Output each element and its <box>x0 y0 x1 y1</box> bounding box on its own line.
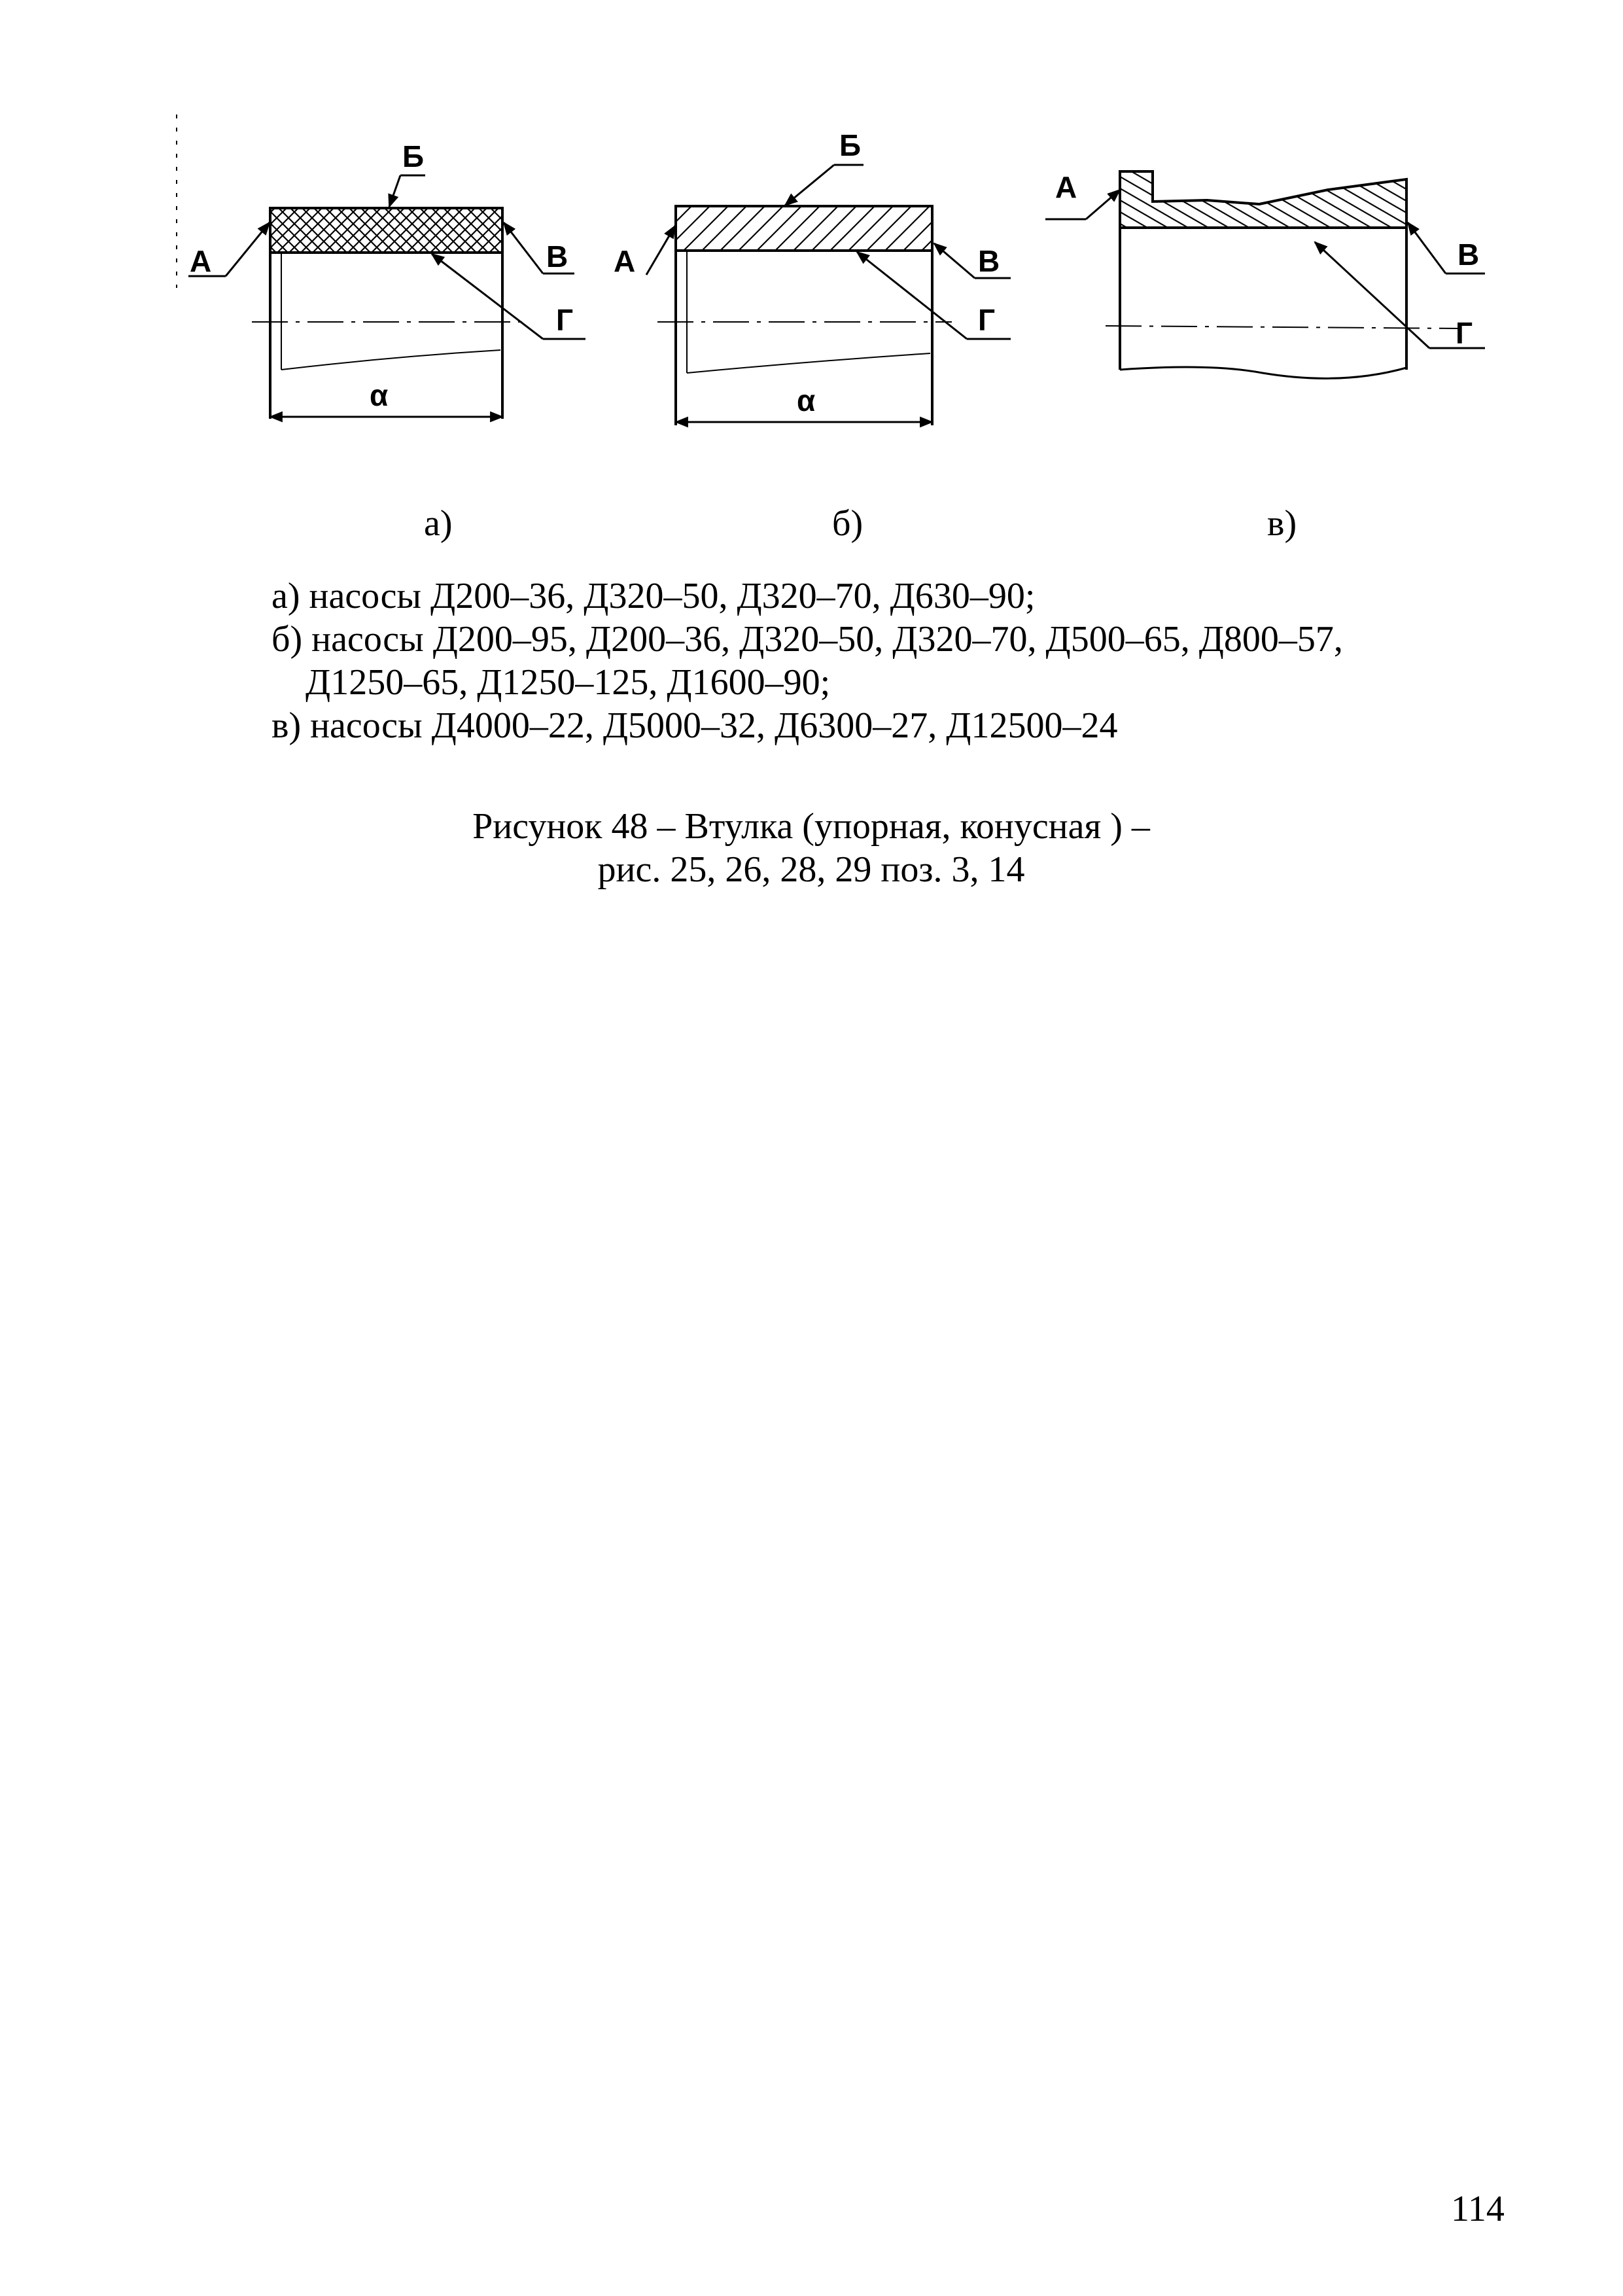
figure-a <box>177 115 585 419</box>
figure-caption-reference: рис. 25, 26, 28, 29 поз. 3, 14 <box>597 849 1025 890</box>
leader <box>646 226 675 275</box>
caption-line-b-continued: Д1250–65, Д1250–125, Д1600–90; <box>305 662 831 703</box>
figure-caption <box>262 805 1361 891</box>
leader <box>934 243 975 278</box>
label-a: А <box>190 244 212 278</box>
leader <box>504 222 543 274</box>
label-a: А <box>1055 170 1077 204</box>
figure-b <box>614 128 1011 425</box>
label-v: В <box>978 244 1000 278</box>
page-number: 114 <box>1451 2189 1505 2229</box>
leader <box>389 175 400 207</box>
figure-caption-title: Рисунок 48 – Втулка (упорная, конусная ) – <box>472 806 1150 847</box>
leader <box>432 254 543 339</box>
break-line <box>1120 367 1406 378</box>
leader <box>1315 242 1429 348</box>
leader <box>785 165 834 205</box>
dimension-label: α <box>370 378 389 412</box>
label-g: Г <box>556 303 574 337</box>
subfigure-label-v: в) <box>1267 503 1297 544</box>
label-v: В <box>1457 238 1480 272</box>
subfigure-label-a: а) <box>424 503 453 544</box>
pump-list <box>271 574 1462 747</box>
leader <box>226 222 270 276</box>
break-line <box>281 350 500 370</box>
hatched-section <box>676 206 932 251</box>
label-v: В <box>546 239 568 274</box>
leader <box>857 252 967 339</box>
leader <box>1086 190 1120 219</box>
label-g: Г <box>1456 316 1473 350</box>
caption-line-b: б) насосы Д200–95, Д200–36, Д320–50, Д320–70, Д500–65, Д800–57, <box>271 619 1343 660</box>
subfigure-label-b: б) <box>832 503 864 544</box>
break-line <box>687 353 930 373</box>
caption-line-a: а) насосы Д200–36, Д320–50, Д320–70, Д630–90; <box>271 576 1036 616</box>
hatched-section <box>1120 171 1406 228</box>
figure-v <box>1045 170 1485 378</box>
dimension-label: α <box>797 383 816 417</box>
label-g: Г <box>978 303 996 337</box>
label-b: Б <box>839 128 862 162</box>
leader <box>1408 222 1446 274</box>
label-b: Б <box>402 139 425 173</box>
figures-drawing <box>0 0 1623 510</box>
crosshatched-section <box>270 208 502 253</box>
label-a: А <box>614 244 636 278</box>
caption-line-v: в) насосы Д4000–22, Д5000–32, Д6300–27, Д12500–24 <box>271 705 1118 746</box>
